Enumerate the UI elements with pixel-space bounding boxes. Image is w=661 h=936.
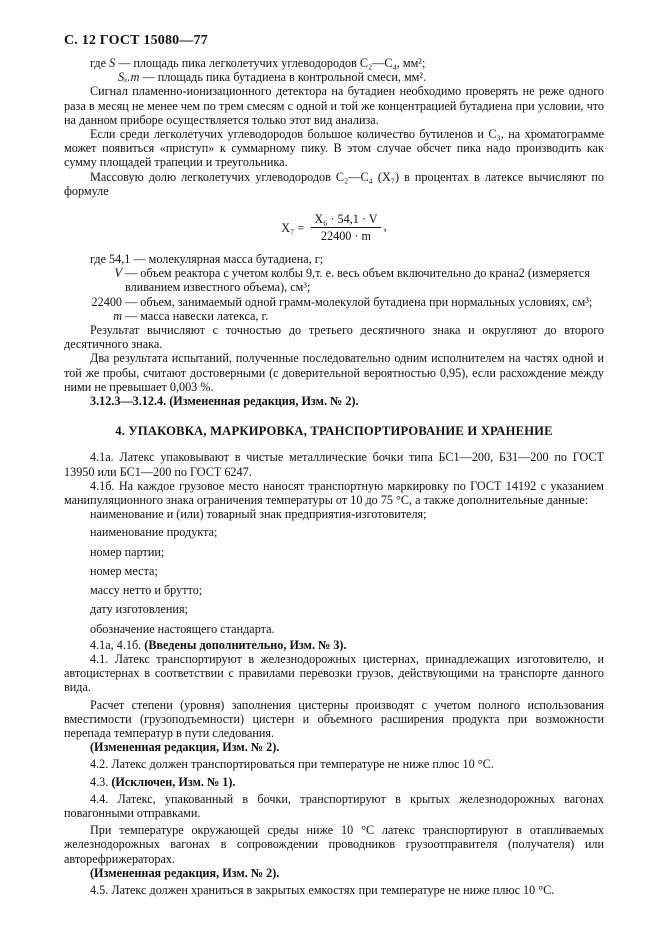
amendment-2b: (Измененная редакция, Изм. № 2). — [90, 865, 280, 880]
paragraph-mass-fraction: Массовую долю легколетучих углеводородов C₂—C₄ (X₇) в процентах в латексе вычисляют по формуле — [64, 169, 604, 198]
def-v: V — объем реактора с учетом колбы 9,т. е. весь объем включительно до крана2 (измеряется вливанием известного объема), см³; — [114, 266, 590, 295]
amendment-2a: (Измененная редакция, Изм. № 2). — [90, 740, 280, 755]
formula-lhs: X₇ = — [281, 220, 305, 235]
paragraph-result: Результат вычисляют с точностью до третьего десятичного знака и округляют до второго десятичного знака. — [64, 323, 604, 352]
list-item-5: массу нетто и брутто; — [90, 583, 203, 598]
list-item-1: наименование и (или) товарный знак предприятия-изготовителя; — [90, 507, 427, 522]
list-item-7: обозначение настоящего стандарта. — [90, 621, 275, 636]
paragraph-signal: Сигнал пламенно-ионизационного детектора на бутадиен необходимо проверять не реже одного раза в месяц не менее чем по трем смесям с одной и той же концентрацией бутадиена при условии, что на данном приборе осуществляется только этот вид анализа. — [64, 84, 604, 127]
page-header: С. 12 ГОСТ 15080—77 — [64, 33, 208, 48]
document-body — [64, 56, 604, 897]
amendment-3-12: 3.12.3—3.12.4. (Измененная редакция, Изм. № 2). — [90, 394, 359, 409]
paragraph-4-3: 4.3. (Исключен, Изм. № 1). — [90, 774, 236, 789]
paragraph-4-1: 4.1. Латекс транспортируют в железнодорожных цистернах, принадлежащих изготовителю, и автоцистернах в соответствии с правилами перевозки грузов, действующими на транспорте данного вида. — [64, 651, 604, 695]
def-22400: 22400 — объем, занимаемый одной грамм-молекулой бутадиена при нормальных условиях, см³; — [91, 294, 593, 309]
paragraph-butylene: Если среди легколетучих углеводородов большое количество бутиленов и C₃, на хроматограмме может появиться «приступ» к суммарному пику. В этом случае обсчет пика надо производить как сумму площадей трапеции и треугольника. — [64, 127, 604, 170]
list-item-6: дату изготовления; — [90, 602, 188, 617]
formula-x7 — [64, 212, 604, 242]
paragraph-fill: Расчет степени (уровня) заполнения цистерны производят с учетом полного использования вместимости (грузоподъемности) цистерн и объемного расширения продукта при возможности перепада температур в пути следования. — [64, 697, 604, 740]
section-title: 4. УПАКОВКА, МАРКИРОВКА, ТРАНСПОРТИРОВАНИЕ И ХРАНЕНИЕ — [115, 424, 553, 439]
list-item-2: наименование продукта; — [90, 525, 218, 540]
formula-fraction — [311, 212, 380, 243]
paragraph-4-1a-4-1b: 4.1а, 4.1б. (Введены дополнительно, Изм. № 3). — [90, 637, 347, 652]
paragraph-4-1b: 4.1б. На каждое грузовое место наносят транспортную маркировку по ГОСТ 14192 с указанием манипуляционного знака ограничения температуры от 10 до 75 °С, а также дополнительные данные: — [64, 478, 604, 508]
def-m: m — масса навески латекса, г. — [113, 308, 269, 323]
paragraph-low-temp: При температуре окружающей среды ниже 10 °С латекс транспортируют в отапливаемых железнодорожных вагонах в сопровождении проводников грузоотправителя (получателя) или авторефрижераторах. — [64, 823, 604, 866]
def-54: где 54,1 — молекулярная масса бутадиена, г; — [90, 252, 324, 267]
paragraph-4-1a: 4.1а. Латекс упаковывают в чистые металлические бочки типа БС1—200, Б31—200 по ГОСТ 13950 или БС1—200 по ГОСТ 6247. — [64, 450, 604, 479]
def-s: где S — площадь пика легколетучих углеводородов C₂—C₄, мм²; — [90, 56, 426, 70]
paragraph-4-4: 4.4. Латекс, упакованный в бочки, транспортируют в крытых железнодорожных вагонах повагонными отправками. — [64, 791, 604, 820]
formula-tail: , — [380, 219, 387, 234]
list-item-3: номер партии; — [90, 544, 165, 559]
list-item-4: номер места; — [90, 563, 158, 578]
def-sct: Sₓ.т — площадь пика бутадиена в контрольной смеси, мм². — [118, 70, 427, 85]
paragraph-4-5: 4.5. Латекс должен храниться в закрытых емкостях при температуре не ниже плюс 10 °С. — [90, 882, 555, 897]
paragraph-4-2: 4.2. Латекс должен транспортироваться при температуре не ниже плюс 10 °С. — [90, 757, 494, 772]
formula-denominator: 22400 · m — [320, 229, 372, 244]
paragraph-two-results: Два результата испытаний, полученные последовательно одним исполнителем на частях одной и той же пробы, считают достоверными (с доверительной вероятностью 0,95), если расхождение между ними не превышает 0,003 %. — [64, 351, 604, 394]
formula-numerator: X₆ · 54,1 · V — [311, 212, 380, 228]
